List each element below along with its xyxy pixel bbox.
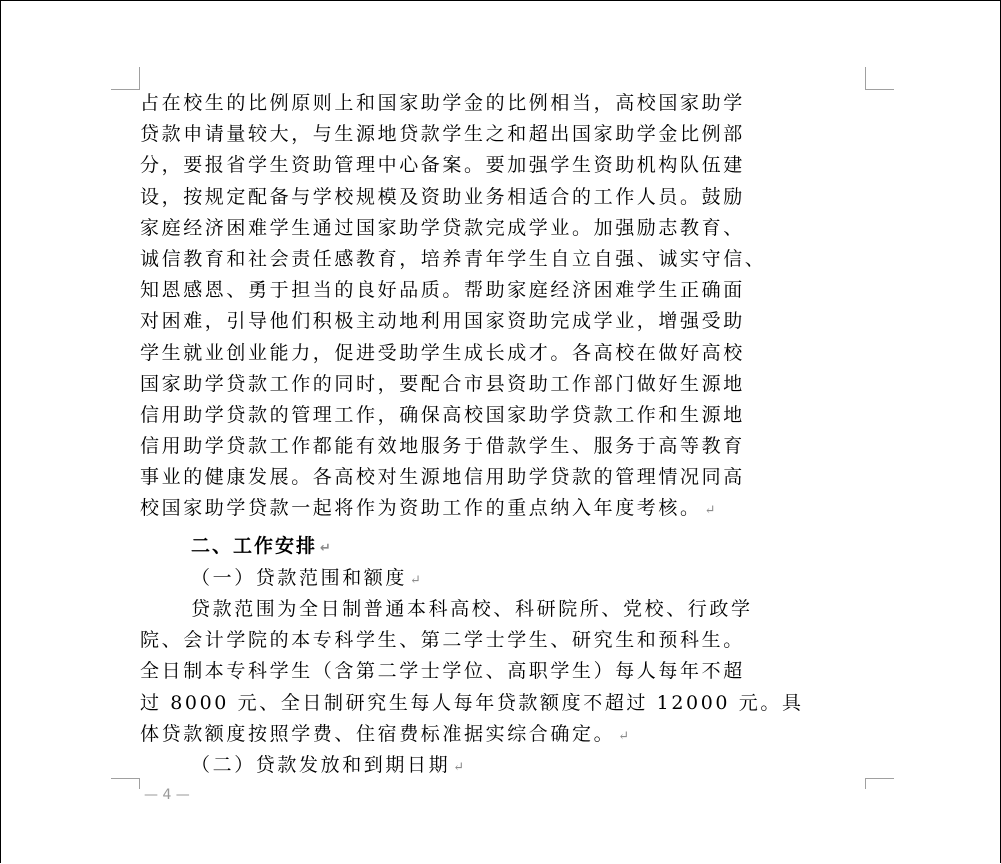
text-line: 知恩感恩、勇于担当的良好品质。帮助家庭经济困难学生正确面 [140, 279, 745, 302]
text-line: 过 8000 元、全日制研究生每人每年贷款额度不超过 12000 元。具 [140, 691, 804, 714]
paragraph-mark-icon: ↵ [704, 503, 716, 519]
text-line-last [140, 493, 864, 524]
paragraph-mark-icon: ↵ [410, 573, 421, 588]
crop-mark-bottom-right [865, 778, 894, 789]
paragraph-mark-icon: ↵ [320, 541, 331, 556]
crop-mark-bottom-left [111, 778, 140, 789]
paragraph-mark-icon: ↵ [618, 728, 630, 744]
section-heading-text: 二、工作安排 [191, 535, 318, 557]
text-line-content: 体贷款额度按照学费、住宿费标准据实综合确定。 [140, 722, 616, 745]
page-number: — 4 — [144, 787, 190, 803]
text-line: 信用助学贷款的管理工作，确保高校国家助学贷款工作和生源地 [140, 403, 745, 426]
text-line: 设，按规定配备与学校规模及资助业务相适合的工作人员。鼓励 [140, 185, 745, 208]
text-line: 占在校生的比例原则上和国家助学金的比例相当，高校国家助学 [140, 92, 745, 114]
subheading-loan-scope[interactable] [191, 563, 421, 590]
text-line-last [140, 719, 864, 750]
crop-mark-top-left [111, 67, 140, 90]
text-line: 事业的健康发展。各高校对生源地信用助学贷款的管理情况同高 [140, 466, 745, 489]
text-line: 国家助学贷款工作的同时，要配合市县资助工作部门做好生源地 [140, 372, 745, 395]
text-line: 学生就业创业能力，促进受助学生成长成才。各高校在做好高校 [140, 341, 745, 364]
subheading-text: （二）贷款发放和到期日期 [191, 754, 451, 776]
crop-mark-top-right [865, 67, 894, 90]
body-paragraph-2[interactable] [140, 594, 864, 750]
paragraph-mark-icon: ↵ [453, 760, 465, 775]
text-line: 家庭经济困难学生通过国家助学贷款完成学业。加强励志教育、 [140, 216, 745, 239]
text-line: 院、会计学院的本专科学生、第二学士学生、研究生和预科生。 [140, 629, 745, 652]
subheading-loan-disbursement[interactable] [191, 750, 464, 777]
text-line-content: 校国家助学贷款一起将作为资助工作的重点纳入年度考核。 [140, 497, 702, 520]
text-line: 诚信教育和社会责任感教育，培养青年学生自立自强、诚实守信、 [140, 247, 767, 270]
text-line: 全日制本专科学生（含第二学士学位、高职学生）每人每年不超 [140, 660, 745, 683]
subheading-text: （一）贷款范围和额度 [191, 567, 408, 589]
section-heading[interactable] [191, 531, 331, 558]
body-paragraph-1[interactable] [140, 88, 864, 525]
text-line: 信用助学贷款工作都能有效地服务于借款学生、服务于高等教育 [140, 435, 745, 458]
text-line: 贷款范围为全日制普通本科高校、科研院所、党校、行政学 [191, 598, 753, 620]
text-line: 贷款申请量较大，与生源地贷款学生之和超出国家助学金比例部 [140, 123, 745, 146]
text-line: 对困难，引导他们积极主动地利用国家资助完成学业，增强受助 [140, 310, 745, 333]
text-line: 分，要报省学生资助管理中心备案。要加强学生资助机构队伍建 [140, 154, 745, 177]
